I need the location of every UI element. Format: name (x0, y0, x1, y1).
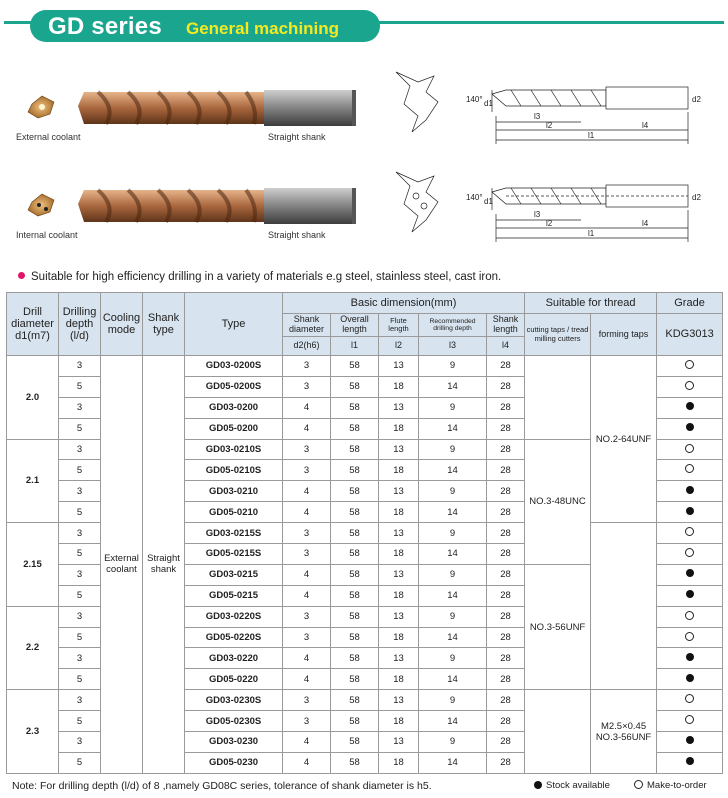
stock-available-icon (686, 674, 694, 682)
type-cell: GD05-0230S (185, 711, 283, 732)
internal-shank-caption: Straight shank (268, 230, 326, 240)
l1-cell: 58 (331, 481, 379, 502)
header-l3: l3 (419, 337, 487, 356)
internal-drill-tip-icon (28, 194, 54, 216)
type-cell: GD03-0230S (185, 690, 283, 711)
d2-cell: 4 (283, 502, 331, 523)
bullet-icon (18, 272, 25, 279)
grade-cell (657, 397, 723, 418)
external-drawing-diagram (396, 72, 688, 144)
l4-cell: 28 (487, 606, 525, 627)
cutting-taps-cell (525, 690, 591, 774)
d2-cell: 3 (283, 606, 331, 627)
make-to-order-icon (685, 444, 694, 453)
l2-cell: 13 (379, 397, 419, 418)
drilling-depth-cell: 5 (59, 627, 101, 648)
l3-cell: 14 (419, 669, 487, 690)
header-flute-length: Flute length (379, 314, 419, 337)
l3-cell: 9 (419, 648, 487, 669)
d2-cell: 4 (283, 418, 331, 439)
type-cell: GD05-0210 (185, 502, 283, 523)
grade-cell (657, 544, 723, 565)
l2-cell: 18 (379, 544, 419, 565)
make-to-order-icon (685, 548, 694, 557)
d2-cell: 3 (283, 690, 331, 711)
stock-available-icon (686, 736, 694, 744)
type-cell: GD05-0220S (185, 627, 283, 648)
int-l2-label: l2 (546, 219, 553, 228)
l2-cell: 18 (379, 752, 419, 773)
d2-cell: 4 (283, 564, 331, 585)
l2-cell: 13 (379, 690, 419, 711)
header-forming-taps: forming taps (591, 314, 657, 356)
type-cell: GD05-0215S (185, 544, 283, 565)
type-cell: GD03-0210 (185, 481, 283, 502)
make-to-order-icon (685, 694, 694, 703)
d2-cell: 4 (283, 732, 331, 753)
l1-cell: 58 (331, 439, 379, 460)
external-drill-tip-icon (28, 96, 54, 118)
cooling-mode-cell: External coolant (101, 356, 143, 774)
header-cutting-taps: cutting taps / tread milling cutters (525, 314, 591, 356)
l4-cell: 28 (487, 732, 525, 753)
grade-cell (657, 418, 723, 439)
l3-cell: 14 (419, 502, 487, 523)
d2-cell: 4 (283, 397, 331, 418)
l1-cell: 58 (331, 564, 379, 585)
l1-cell: 58 (331, 544, 379, 565)
int-angle-label: 140° (466, 193, 483, 202)
type-cell: GD03-0220 (185, 648, 283, 669)
forming-taps-cell (591, 523, 657, 690)
l4-cell: 28 (487, 690, 525, 711)
application-note-text: Suitable for high efficiency drilling in a variety of materials e.g steel, stainless steel, cast iron. (31, 271, 502, 283)
drilling-depth-cell: 3 (59, 648, 101, 669)
l4-cell: 28 (487, 460, 525, 481)
ext-angle-label: 140° (466, 95, 483, 104)
ext-l2-label: l2 (546, 121, 553, 130)
stock-available-icon (686, 486, 694, 494)
l4-cell: 28 (487, 564, 525, 585)
d2-cell: 4 (283, 752, 331, 773)
stock-available-icon (534, 781, 542, 789)
drilling-depth-cell: 3 (59, 690, 101, 711)
forming-taps-cell: M2.5×0.45 NO.3-56UNF (591, 690, 657, 774)
drilling-depth-cell: 5 (59, 376, 101, 397)
l1-cell: 58 (331, 418, 379, 439)
l1-cell: 58 (331, 711, 379, 732)
type-cell: GD03-0200S (185, 356, 283, 377)
series-subtitle: General machining (186, 19, 340, 38)
l3-cell: 14 (419, 752, 487, 773)
l3-cell: 14 (419, 460, 487, 481)
internal-drawing-diagram (396, 172, 688, 242)
cutting-taps-cell: NO.3-56UNF (525, 564, 591, 689)
type-cell: GD05-0220 (185, 669, 283, 690)
l2-cell: 13 (379, 356, 419, 377)
external-shank-caption: Straight shank (268, 132, 326, 142)
l3-cell: 9 (419, 690, 487, 711)
l1-cell: 58 (331, 606, 379, 627)
grade-cell (657, 606, 723, 627)
l4-cell: 28 (487, 711, 525, 732)
type-cell: GD03-0200 (185, 397, 283, 418)
drilling-depth-cell: 5 (59, 544, 101, 565)
l2-cell: 18 (379, 376, 419, 397)
l1-cell: 58 (331, 460, 379, 481)
make-to-order-icon (685, 527, 694, 536)
l2-cell: 18 (379, 711, 419, 732)
shank-type-cell: Straight shank (143, 356, 185, 774)
make-to-order-icon (634, 780, 643, 789)
drill-diameter-cell: 2.3 (7, 690, 59, 774)
type-cell: GD03-0215 (185, 564, 283, 585)
grade-cell (657, 585, 723, 606)
l4-cell: 28 (487, 397, 525, 418)
l4-cell: 28 (487, 418, 525, 439)
l1-cell: 58 (331, 648, 379, 669)
stock-available-icon (686, 423, 694, 431)
l1-cell: 58 (331, 376, 379, 397)
int-l3-label: l3 (534, 210, 541, 219)
stock-available-icon (686, 590, 694, 598)
header-grade-name: KDG3013 (657, 314, 723, 356)
make-to-order-icon (685, 381, 694, 390)
l2-cell: 13 (379, 648, 419, 669)
l3-cell: 14 (419, 418, 487, 439)
type-cell: GD05-0230 (185, 752, 283, 773)
drilling-depth-cell: 3 (59, 397, 101, 418)
drill-diameter-cell: 2.0 (7, 356, 59, 440)
ext-l1-label: l1 (588, 131, 595, 140)
application-note (18, 271, 501, 283)
legend-stock (534, 780, 610, 791)
header-grade: Grade (657, 293, 723, 314)
make-to-order-icon (685, 464, 694, 473)
legend-order-label: Make-to-order (647, 780, 707, 791)
header-l4: l4 (487, 337, 525, 356)
stock-available-icon (686, 757, 694, 765)
product-illustration (6, 44, 722, 274)
header-shank-diameter: Shank diameter (283, 314, 331, 337)
forming-taps-cell: NO.2-64UNF (591, 356, 657, 523)
header-drill-diameter: Drill diameter d1(m7) (7, 293, 59, 356)
l4-cell: 28 (487, 502, 525, 523)
l4-cell: 28 (487, 585, 525, 606)
l3-cell: 14 (419, 376, 487, 397)
grade-cell (657, 711, 723, 732)
l2-cell: 13 (379, 481, 419, 502)
d2-cell: 3 (283, 356, 331, 377)
header-rec-depth: Recommended drilling depth (419, 314, 487, 337)
type-cell: GD05-0200S (185, 376, 283, 397)
l3-cell: 9 (419, 439, 487, 460)
legend-order (634, 780, 707, 791)
l3-cell: 14 (419, 627, 487, 648)
cutting-taps-cell: NO.3-48UNC (525, 439, 591, 564)
l2-cell: 13 (379, 732, 419, 753)
int-d2-label: d2 (692, 193, 701, 202)
int-l4-label: l4 (642, 219, 649, 228)
type-cell: GD05-0210S (185, 460, 283, 481)
grade-cell (657, 752, 723, 773)
header-drilling-depth: Drilling depth (l/d) (59, 293, 101, 356)
d2-cell: 4 (283, 669, 331, 690)
grade-cell (657, 481, 723, 502)
grade-cell (657, 376, 723, 397)
l1-cell: 58 (331, 669, 379, 690)
drilling-depth-cell: 5 (59, 418, 101, 439)
header-suitable-thread: Suitable for thread (525, 293, 657, 314)
l1-cell: 58 (331, 502, 379, 523)
l1-cell: 58 (331, 523, 379, 544)
l3-cell: 9 (419, 397, 487, 418)
d2-cell: 3 (283, 460, 331, 481)
drill-diameter-cell: 2.2 (7, 606, 59, 690)
stock-available-icon (686, 653, 694, 661)
header-l2: l2 (379, 337, 419, 356)
spec-table (6, 292, 723, 774)
drilling-depth-cell: 5 (59, 669, 101, 690)
d2-cell: 4 (283, 585, 331, 606)
external-coolant-caption: External coolant (16, 132, 81, 142)
l3-cell: 9 (419, 356, 487, 377)
internal-drill-image (78, 188, 356, 224)
type-cell: GD03-0215S (185, 523, 283, 544)
drilling-depth-cell: 3 (59, 481, 101, 502)
l3-cell: 14 (419, 585, 487, 606)
l2-cell: 18 (379, 460, 419, 481)
ext-d1-label: d1 (484, 99, 493, 108)
l3-cell: 9 (419, 732, 487, 753)
drilling-depth-cell: 5 (59, 460, 101, 481)
l3-cell: 14 (419, 544, 487, 565)
header-l1: l1 (331, 337, 379, 356)
l4-cell: 28 (487, 356, 525, 377)
footer-note: Note: For drilling depth (l/d) of 8 ,namely GD08C series, tolerance of shank diameter is h5. (12, 780, 432, 792)
type-cell: GD03-0220S (185, 606, 283, 627)
grade-cell (657, 669, 723, 690)
l2-cell: 18 (379, 585, 419, 606)
l1-cell: 58 (331, 585, 379, 606)
header-d2: d2(h6) (283, 337, 331, 356)
grade-cell (657, 564, 723, 585)
make-to-order-icon (685, 360, 694, 369)
header-overall-length: Overall length (331, 314, 379, 337)
l4-cell: 28 (487, 648, 525, 669)
int-d1-label: d1 (484, 197, 493, 206)
make-to-order-icon (685, 715, 694, 724)
l3-cell: 14 (419, 711, 487, 732)
table-row (7, 356, 723, 377)
grade-cell (657, 439, 723, 460)
d2-cell: 3 (283, 627, 331, 648)
type-cell: GD03-0210S (185, 439, 283, 460)
internal-coolant-caption: Internal coolant (16, 230, 78, 240)
make-to-order-icon (685, 632, 694, 641)
d2-cell: 3 (283, 376, 331, 397)
l4-cell: 28 (487, 376, 525, 397)
drill-diameter-cell: 2.1 (7, 439, 59, 523)
drilling-depth-cell: 5 (59, 752, 101, 773)
cutting-taps-cell (525, 356, 591, 440)
l2-cell: 13 (379, 439, 419, 460)
type-cell: GD03-0230 (185, 732, 283, 753)
product-panel (6, 44, 722, 284)
l1-cell: 58 (331, 690, 379, 711)
l2-cell: 13 (379, 523, 419, 544)
l4-cell: 28 (487, 752, 525, 773)
drilling-depth-cell: 5 (59, 585, 101, 606)
d2-cell: 4 (283, 481, 331, 502)
type-cell: GD05-0215 (185, 585, 283, 606)
l1-cell: 58 (331, 732, 379, 753)
stock-available-icon (686, 402, 694, 410)
legend-stock-label: Stock available (546, 780, 610, 791)
l2-cell: 18 (379, 669, 419, 690)
int-l1-label: l1 (588, 229, 595, 238)
l3-cell: 9 (419, 481, 487, 502)
page-header (0, 0, 728, 46)
ext-l3-label: l3 (534, 112, 541, 121)
d2-cell: 3 (283, 523, 331, 544)
l1-cell: 58 (331, 356, 379, 377)
d2-cell: 4 (283, 648, 331, 669)
grade-cell (657, 732, 723, 753)
header-cooling-mode: Cooling mode (101, 293, 143, 356)
series-title: GD series (48, 13, 162, 40)
drill-diameter-cell: 2.15 (7, 523, 59, 607)
l3-cell: 9 (419, 523, 487, 544)
l4-cell: 28 (487, 439, 525, 460)
drilling-depth-cell: 3 (59, 356, 101, 377)
ext-d2-label: d2 (692, 95, 701, 104)
drilling-depth-cell: 3 (59, 564, 101, 585)
type-cell: GD05-0200 (185, 418, 283, 439)
ext-l4-label: l4 (642, 121, 649, 130)
l4-cell: 28 (487, 523, 525, 544)
d2-cell: 3 (283, 439, 331, 460)
grade-cell (657, 648, 723, 669)
l2-cell: 18 (379, 418, 419, 439)
stock-available-icon (686, 507, 694, 515)
drilling-depth-cell: 3 (59, 606, 101, 627)
grade-cell (657, 690, 723, 711)
spec-table-body (7, 356, 723, 774)
grade-cell (657, 523, 723, 544)
l2-cell: 18 (379, 502, 419, 523)
l3-cell: 9 (419, 564, 487, 585)
drilling-depth-cell: 5 (59, 711, 101, 732)
l4-cell: 28 (487, 481, 525, 502)
header-shank-type: Shank type (143, 293, 185, 356)
grade-cell (657, 502, 723, 523)
d2-cell: 3 (283, 544, 331, 565)
l4-cell: 28 (487, 627, 525, 648)
make-to-order-icon (685, 611, 694, 620)
l1-cell: 58 (331, 627, 379, 648)
l2-cell: 13 (379, 564, 419, 585)
external-drill-image (78, 90, 356, 126)
d2-cell: 3 (283, 711, 331, 732)
l2-cell: 13 (379, 606, 419, 627)
drilling-depth-cell: 5 (59, 502, 101, 523)
l4-cell: 28 (487, 544, 525, 565)
header-shank-length: Shank length (487, 314, 525, 337)
l1-cell: 58 (331, 397, 379, 418)
l3-cell: 9 (419, 606, 487, 627)
grade-cell (657, 627, 723, 648)
header-type: Type (185, 293, 283, 356)
l1-cell: 58 (331, 752, 379, 773)
l2-cell: 18 (379, 627, 419, 648)
drilling-depth-cell: 3 (59, 523, 101, 544)
drilling-depth-cell: 3 (59, 732, 101, 753)
grade-cell (657, 460, 723, 481)
stock-available-icon (686, 569, 694, 577)
grade-cell (657, 356, 723, 377)
l4-cell: 28 (487, 669, 525, 690)
drilling-depth-cell: 3 (59, 439, 101, 460)
header-basic-dimension: Basic dimension(mm) (283, 293, 525, 314)
